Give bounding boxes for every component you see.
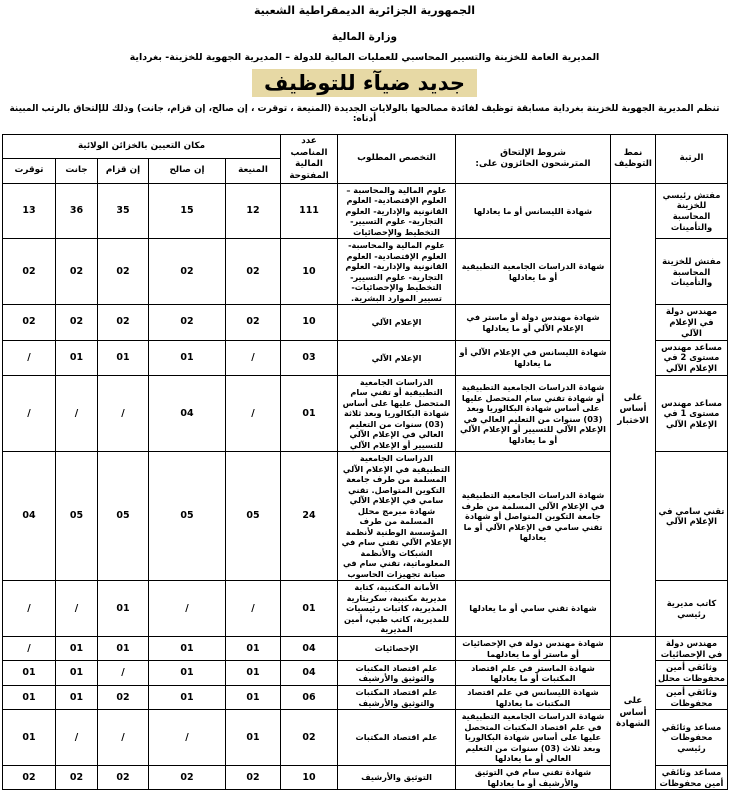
touggourt-cell: /: [3, 636, 56, 661]
in-guezzam-cell: 02: [98, 239, 149, 305]
rank-cell: مساعد وثائقي محفوظات رئيسي: [656, 710, 728, 766]
specialty-cell: الإحصائيات: [338, 636, 456, 661]
djanet-cell: 01: [56, 685, 98, 710]
mode-cell-certificate: على أساس الشهادة: [611, 636, 656, 790]
specialty-cell: الدراسات الجامعية التطبيقية في الإعلام الآلي المسلمة من طرف جامعة التكوين المتواصل. تقني سامي في الإعلام الآلي شهادة مبرمج محلل المسلمة من طرف المؤسسة الوطنية لأنظمة الإعلام الآلي تقني سام في الشبكات والأنظمة المعلوماتية، تقني سام في صيانة تجهيزات الحاسوب: [338, 452, 456, 581]
meniaa-cell: 01: [226, 661, 281, 686]
conditions-cell: شهادة الليسانس في علم اقتصاد المكتبات ما يعادلها: [456, 685, 611, 710]
meniaa-cell: 12: [226, 183, 281, 239]
specialty-cell: الإعلام الآلي: [338, 305, 456, 340]
djanet-cell: /: [56, 581, 98, 637]
specialty-cell: علم اقتصاد المكتبات: [338, 710, 456, 766]
rank-cell: مهندس دولة في الإعلام الآلي: [656, 305, 728, 340]
djanet-cell: 01: [56, 661, 98, 686]
specialty-cell: التوثيق والأرشيف: [338, 765, 456, 790]
table-row: [3, 183, 728, 239]
touggourt-cell: 02: [3, 239, 56, 305]
djanet-cell: 36: [56, 183, 98, 239]
conditions-cell: شهادة مهندس دولة أو ماستر في الإعلام الآلي أو ما يعادلها: [456, 305, 611, 340]
rank-cell: وثائقي أمين محفوظات محلل: [656, 661, 728, 686]
djanet-cell: 02: [56, 765, 98, 790]
djanet-cell: 01: [56, 636, 98, 661]
post-count-cell: 02: [281, 710, 338, 766]
in-guezzam-cell: 35: [98, 183, 149, 239]
recruitment-table: [2, 134, 728, 790]
header-mode: نمط التوظيف: [611, 135, 656, 184]
post-count-cell: 04: [281, 661, 338, 686]
conditions-cell: شهادة الليسانس في الإعلام الآلي أو ما يعادلها: [456, 340, 611, 375]
post-count-cell: 10: [281, 305, 338, 340]
republic-header: الجمهورية الجزائرية الديمقراطية الشعبية: [254, 4, 475, 17]
touggourt-cell: /: [3, 340, 56, 375]
post-count-cell: 10: [281, 239, 338, 305]
header-location-meniaa: المنيعة: [226, 158, 281, 183]
banner-row: [0, 69, 729, 97]
in-guezzam-cell: 02: [98, 685, 149, 710]
touggourt-cell: 01: [3, 710, 56, 766]
touggourt-cell: 01: [3, 685, 56, 710]
post-count-cell: 06: [281, 685, 338, 710]
meniaa-cell: /: [226, 375, 281, 452]
djanet-cell: 02: [56, 239, 98, 305]
header-conditions-line2: المترشحون الحائزون على:: [475, 159, 591, 170]
conditions-cell: شهادة الدراسات الجامعية التطبيقية أو شهادة تقني سام المتحصل عليها على أساس شهادة البكالوريا وبعد (03) سنوات من التعليم العالي في الإعلام الآلي للتسيير أو الإعلام الآلي أو ما يعادلها: [456, 375, 611, 452]
header-post-count: عدد المناصب المالية المفتوحة: [281, 135, 338, 184]
in-salah-cell: 01: [149, 636, 226, 661]
meniaa-cell: /: [226, 581, 281, 637]
post-count-cell: 01: [281, 375, 338, 452]
conditions-cell: شهادة تقني سام في التوثيق والأرشيف أو ما يعادلها: [456, 765, 611, 790]
meniaa-cell: 02: [226, 765, 281, 790]
post-count-cell: 03: [281, 340, 338, 375]
header-conditions-line1: شروط الإلتحاق: [500, 147, 566, 158]
in-guezzam-cell: /: [98, 710, 149, 766]
meniaa-cell: 01: [226, 685, 281, 710]
specialty-cell: الإعلام الآلي: [338, 340, 456, 375]
in-guezzam-cell: 02: [98, 305, 149, 340]
post-count-cell: 111: [281, 183, 338, 239]
in-guezzam-cell: 01: [98, 636, 149, 661]
rank-cell: مفتش رئيسي للخزينة المحاسبة والتأمينات: [656, 183, 728, 239]
ministry-header: وزارة المالية: [331, 31, 398, 43]
meniaa-cell: /: [226, 340, 281, 375]
post-count-cell: 24: [281, 452, 338, 581]
in-salah-cell: 02: [149, 239, 226, 305]
touggourt-cell: 02: [3, 765, 56, 790]
conditions-cell: شهادة الماستر في علم اقتصاد المكتبات أو ما يعادلها: [456, 661, 611, 686]
in-salah-cell: 01: [149, 685, 226, 710]
header-rank: الرتبة: [656, 135, 728, 184]
touggourt-cell: /: [3, 375, 56, 452]
intro-paragraph: تنظم المديرية الجهوية للخزينة بغرداية مسابقة توظيف لفائدة مصالحها بالولايات الجديدة (المنيعة ، توقرت ، إن صالح، إن قزام، جانت) وذلك للإلتحاق بالرتب المبينة أدناه:: [9, 104, 720, 125]
djanet-cell: 05: [56, 452, 98, 581]
conditions-cell: شهادة تقني سامي أو ما يعادلها: [456, 581, 611, 637]
djanet-cell: 01: [56, 340, 98, 375]
table-row: [3, 636, 728, 661]
in-guezzam-cell: /: [98, 661, 149, 686]
mode-cell-exam: على أساس الاختبار: [611, 183, 656, 636]
rank-cell: كاتب مديرية رئيسي: [656, 581, 728, 637]
in-guezzam-cell: /: [98, 375, 149, 452]
specialty-cell: علوم المالية والمحاسبة- العلوم الإقتصادية- العلوم القانونية والإدارية- العلوم التجارية- علوم التسيير- التخطيط والإحصائيات- تسيير الموارد البشرية.: [338, 239, 456, 305]
specialty-cell: علم اقتصاد المكتبات والتوثيق والأرشيف: [338, 685, 456, 710]
djanet-cell: 02: [56, 305, 98, 340]
conditions-cell: شهادة الدراسات الجامعية التطبيقية أو ما يعادلها: [456, 239, 611, 305]
djanet-cell: /: [56, 710, 98, 766]
meniaa-cell: 02: [226, 305, 281, 340]
in-salah-cell: 05: [149, 452, 226, 581]
table-header-row-1: [3, 135, 728, 159]
specialty-cell: الدراسات الجامعية التطبيقية أو تقني سام المتحصل عليها على أساس شهادة البكالوريا وبعد ثلاثة (03) سنوات من التعليم العالي في الإعلام الآلي للتسيير أو الإعلام الآلي: [338, 375, 456, 452]
conditions-cell: شهادة الدراسات الجامعية التطبيقية في علم اقتصاد المكتبات المتحصل عليها على أساس شهادة البكالوريا وبعد ثلاث (03) سنوات من التعليم العالي أو ما يعادلها: [456, 710, 611, 766]
highlighted-title: جديد ضيآء للتوظيف: [252, 69, 477, 97]
in-guezzam-cell: 02: [98, 765, 149, 790]
touggourt-cell: 02: [3, 305, 56, 340]
touggourt-cell: /: [3, 581, 56, 637]
rank-cell: مهندس دولة في الإحصائيات: [656, 636, 728, 661]
touggourt-cell: 04: [3, 452, 56, 581]
in-salah-cell: /: [149, 710, 226, 766]
conditions-cell: شهادة الدراسات الجامعية التطبيقية في الإعلام الآلي المسلمة من طرف جامعة التكوين المتواصل أو شهادة تقني سامي في الإعلام الآلي أو ما يعادلها: [456, 452, 611, 581]
header-location-in-guezzam: إن قزام: [98, 158, 149, 183]
header-location-in-salah: إن صالح: [149, 158, 226, 183]
meniaa-cell: 01: [226, 710, 281, 766]
in-salah-cell: 02: [149, 305, 226, 340]
in-guezzam-cell: 05: [98, 452, 149, 581]
rank-cell: مفتش للخزينة المحاسبة والتأمينات: [656, 239, 728, 305]
conditions-cell: شهادة مهندس دولة في الإحصائيات أو ماستر أو ما يعادلهما: [456, 636, 611, 661]
header-location-touggourt: توقرت: [3, 158, 56, 183]
in-guezzam-cell: 01: [98, 340, 149, 375]
rank-cell: وثائقي أمين محفوظات: [656, 685, 728, 710]
rank-cell: مساعد مهندس مستوى 1 في الإعلام الآلي: [656, 375, 728, 452]
in-salah-cell: 01: [149, 661, 226, 686]
specialty-cell: علم اقتصاد المكتبات والتوثيق والأرشيف: [338, 661, 456, 686]
in-guezzam-cell: 01: [98, 581, 149, 637]
rank-cell: مساعد مهندس مستوى 2 في الإعلام الآلي: [656, 340, 728, 375]
rank-cell: مساعد وثائقي أمين محفوظات: [656, 765, 728, 790]
post-count-cell: 10: [281, 765, 338, 790]
in-salah-cell: 02: [149, 765, 226, 790]
header-location-djanet: جانت: [56, 158, 98, 183]
in-salah-cell: 04: [149, 375, 226, 452]
meniaa-cell: 02: [226, 239, 281, 305]
in-salah-cell: 15: [149, 183, 226, 239]
meniaa-cell: 01: [226, 636, 281, 661]
touggourt-cell: 01: [3, 661, 56, 686]
meniaa-cell: 05: [226, 452, 281, 581]
touggourt-cell: 13: [3, 183, 56, 239]
specialty-cell: علوم المالية والمحاسبة – العلوم الإقتصادية- العلوم القانونية والإدارية- العلوم التجارية- علوم التسيير- التخطيط والإحصائيات: [338, 183, 456, 239]
in-salah-cell: 01: [149, 340, 226, 375]
directorate-header: المديرية العامة للخزينة والتسيير المحاسبي للعمليات المالية للدولة – المديرية الجهوية للخزينة- بغرداية: [129, 52, 600, 63]
post-count-cell: 04: [281, 636, 338, 661]
conditions-cell: شهادة الليسانس أو ما يعادلها: [456, 183, 611, 239]
rank-cell: تقني سامي في الإعلام الآلي: [656, 452, 728, 581]
header-specialty: التخصص المطلوب: [338, 135, 456, 184]
header-location-group: مكان التعيين بالخزائن الولائية: [3, 135, 281, 159]
specialty-cell: الأمانة المكتبية، كتابة مديرية مكتبية، سكريتارية المديرية، كاتبات رئيسيات للمديرية، كاتب طبي، أمين المديرية: [338, 581, 456, 637]
header-conditions: [456, 135, 611, 184]
djanet-cell: /: [56, 375, 98, 452]
post-count-cell: 01: [281, 581, 338, 637]
in-salah-cell: /: [149, 581, 226, 637]
